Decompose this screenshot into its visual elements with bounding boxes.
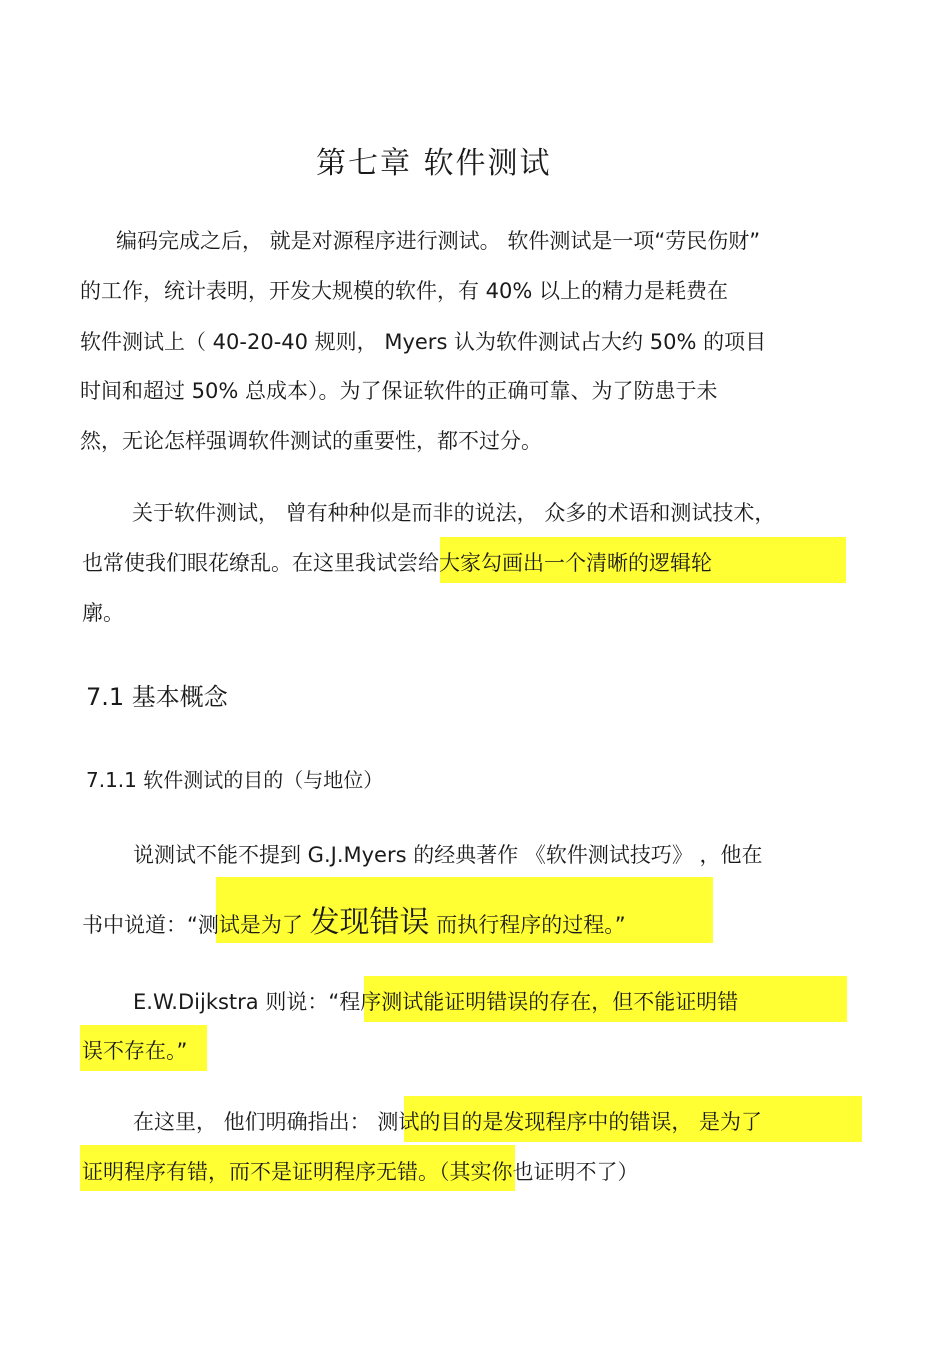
para1-line5: 然，无论怎样强调软件测试的重要性，都不过分。 (80, 429, 542, 453)
section-heading-7-1: 7.1 基本概念 (86, 683, 228, 711)
para5-line1-lead: 在这里， 他们明确指出： (133, 1110, 378, 1134)
quote-end: 而执行程序的过程。” (429, 913, 626, 937)
para1-line1: 编码完成之后， 就是对源程序进行测试。 软件测试是一项“劳民伤财” (116, 229, 761, 253)
para2-line2-highlighted: 给大家勾画出一个清晰的逻辑轮 (418, 551, 712, 575)
para2-line2-plain: 也常使我们眼花缭乱。在这里我试尝 (82, 551, 418, 575)
para5-line1-highlighted: 测试的目的是发现程序中的错误， 是为了 (377, 1110, 763, 1134)
para2-line3: 廓。 (82, 601, 124, 625)
para4-line1-quote: “程序测试能证明错误的存在，但不能证明错 (328, 990, 739, 1014)
para5-line1 (133, 1107, 762, 1137)
para1-line3: 软件测试上（ 40-20-40 规则， Myers 认为软件测试占大约 50% 的项目 (80, 330, 767, 354)
section-heading-7-1-1: 7.1.1 软件测试的目的（与地位） (86, 768, 384, 792)
para4-line1-lead: E.W.Dijkstra 则说： (133, 990, 329, 1014)
quote-start: “测试是为了 (187, 913, 310, 937)
para5-line2 (82, 1157, 639, 1187)
para3-line1: 说测试不能不提到 G.J.Myers 的经典著作 《软件测试技巧》 ，他在 (133, 843, 763, 867)
para4-line2: 误不存在。” (82, 1039, 188, 1063)
quote-emphasis: 发现错误 (309, 905, 430, 940)
para2-line1: 关于软件测试， 曾有种种似是而非的说法， 众多的术语和测试技术， (132, 501, 776, 525)
chapter-title: 第七章 软件测试 (316, 146, 552, 181)
para1-line4: 时间和超过 50% 总成本）。为了保证软件的正确可靠、为了防患于未 (80, 379, 718, 403)
para4-line1 (133, 987, 738, 1017)
para5-line2-highlighted: 证明程序有错，而不是证明程序无错。（其 (82, 1160, 471, 1184)
para3-line2 (82, 904, 626, 942)
para5-line2-plain: 实你也证明不了） (470, 1160, 639, 1184)
para1-line2: 的工作，统计表明，开发大规模的软件，有 40% 以上的精力是耗费在 (80, 279, 729, 303)
para3-line2-lead: 书中说道： (82, 913, 187, 937)
para2-line2 (82, 548, 712, 578)
